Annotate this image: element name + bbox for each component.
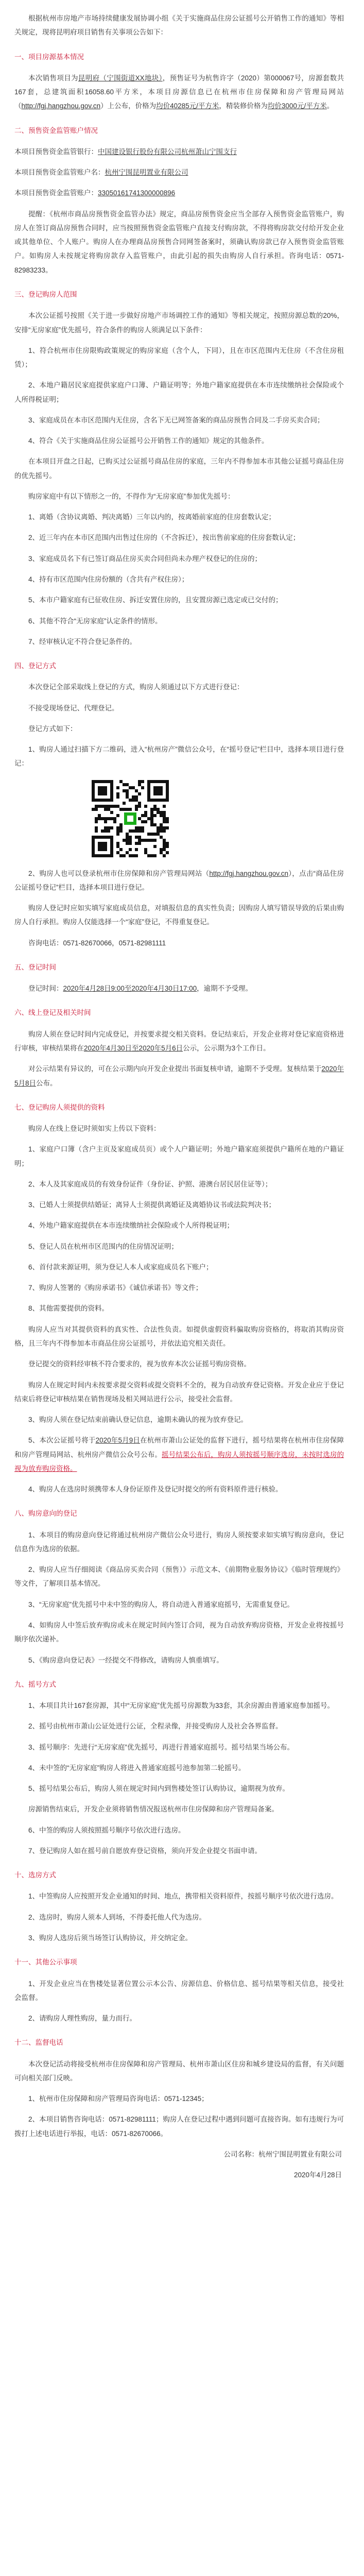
lottery-item: 3、摇号顺序：先进行“无房家庭”优先摇号，再进行普通家庭摇号。摇号结果当场公布。 [28,1743,294,1751]
section-4-title: 四、登记方式 [14,662,56,670]
company-signature: 公司名称：杭州宁围昆明置业有限公司 [223,2150,342,2158]
review-appeal: 对公示结果有异议的，可在公示期内向开发企业提出书面复核申请，逾期不予受理。复核结果于2020年5月8日公布。 [14,1065,344,1087]
documents-item: 8、其他需要提供的资料。 [28,1304,109,1313]
website-link[interactable]: http://fgj.hangzhou.gov.cn [21,102,101,110]
lottery-item: 5、摇号结果公布后，购房人须在规定时间内到售楼处签订认购协议，逾期视为放弃。 [28,1785,290,1793]
supervision-bank: 本项目预售资金监管银行：中国建设银行股份有限公司杭州萧山宁围支行 [14,147,237,156]
registration-method-wechat: 1、购房人通过扫描下方二维码，进入“杭州房产”微信公众号，在“摇号登记”栏目中，选择本项目进行登记： [14,745,344,768]
section-8-title: 八、购房意向的登记 [14,1510,77,1518]
supervision-item: 1、杭州市住房保障和房产管理局咨询电话：0571-12345； [28,2095,209,2103]
section-7-title: 七、登记购房人须提供的资料 [14,1103,105,1111]
exclusion-item: 5、本市户籍家庭有已征收住房、拆迁安置住房的，且安置房源已选定或已交付的； [28,596,283,604]
documents-note: 登记提交的资料经审核不符合要求的，视为放弃本次公证摇号购房资格。 [28,1360,251,1368]
section-1-paragraph: 本次销售项目为昆明府（宁围街道XX地块），预售证号为杭售许字（2020）第000067号，房源套数共167套，总建筑面积16058.60平方米，本项目房源信息已在杭州市住房保障和房产管理局网站（http://fgj.hangzhou.gov.cn）上公布，价格为均价40285元/平方米，精装修价格为均价3000元/平方米。 [14,74,344,110]
registration-phone: 咨询电话：0571-82670066，0571-82981111 [28,939,166,947]
lottery-item: 6、中签的购房人须按照摇号顺序号依次进行选房。 [28,1826,185,1834]
section-2-title: 二、预售资金监管账户情况 [14,126,98,134]
documents-item: 2、本人及其家庭成员的有效身份证件（身份证、护照、港澳台居民居住证等）； [28,1180,272,1188]
documents-note: 购房人在规定时间内未按要求提交资料或提交资料不全的，视为自动放弃登记资格。开发企业应于登记结束后将登记审核结果在销售现场及相关网站进行公示，接受社会监督。 [14,1381,344,1403]
registration-method-lead: 登记方式如下： [28,724,77,733]
registration-method-web: 2、购房人也可以登录杭州市住房保障和房产管理局网站（http://fgj.hangzhou.gov.cn），点击“商品住房公证摇号登记”栏目，选择本项目进行登记。 [14,869,344,891]
intention-item: 4、如购房人中签后放弃购房或未在规定时间内签订合同，视为自动放弃购房资格，开发企业将按摇号顺序依次递补。 [14,1621,344,1643]
documents-note: 3、购房人须在登记结束前确认登记信息，逾期未确认的视为放弃登记。 [28,1416,248,1424]
project-name: 昆明府（宁围街道XX地块） [78,74,163,82]
announcement-date: 2020年4月28日 [293,2171,342,2179]
lottery-item: 4、未中签的“无房家庭”购房人将进入普通家庭摇号池参加第二轮摇号。 [28,1764,246,1772]
supervision-item: 2、本项目销售咨询电话：0571-82981111；购房人在登记过程中遇到问题可直接咨询。如有违规行为可拨打上述电话进行举报，电话：0571-82670066。 [14,2115,344,2138]
section-6-title: 六、线上登记及相关时间 [14,1009,91,1017]
eligibility-item: 4、符合《关于实施商品住房公证摇号公开销售工作的通知》规定的其他条件。 [28,437,269,445]
registration-website-link[interactable]: http://fgj.hangzhou.gov.cn [209,869,289,877]
announcement-document [14,11,344,2189]
lottery-date-notice: 5、本次公证摇号将于2020年5月9日在杭州市萧山公证处的监督下进行，摇号结果将在杭州市住房保障和房产管理局网站、杭州房产微信公众号公布。摇号结果公布后，购房人须按摇号顺序选房，未按时选房的视为放弃购房资格。 [14,1436,344,1472]
documents-note: 4、购房人在选房时须携带本人身份证原件及登记时提交的所有资料原件进行核验。 [28,1485,283,1494]
section-5-title: 五、登记时间 [14,963,56,971]
eligibility-note: 在本项目开盘之日起，已购买过公证摇号商品住房的家庭，三年内不得参加本市其他公证摇号商品住房的优先摇号。 [14,457,344,480]
registration-method-intro: 本次登记全部采取线上登记的方式，购房人须通过以下方式进行登记： [28,683,244,691]
eligibility-intro: 本次公证摇号按照《关于进一步做好房地产市场调控工作的通知》等相关规定，按照房源总数的20%，安排“无房家庭”优先摇号，符合条件的购房人须满足以下条件： [14,312,344,334]
exclusion-item: 6、其他不符合“无房家庭”认定条件的情形。 [28,617,162,625]
documents-item: 3、已婚人士须提供结婚证；离异人士须提供离婚证及离婚协议书或法院判决书； [28,1201,276,1209]
registration-method-note: 不接受现场登记、代理登记。 [28,704,119,712]
exclusion-item: 4、持有市区范围内住房份额的（含共有产权住房）； [28,575,189,583]
intention-item: 1、本项目的购房意向登记将通过杭州房产微信公众号进行，购房人须按要求如实填写购房意向，登记信息作为选房的依据。 [14,1531,344,1553]
eligibility-item: 2、本地户籍居民家庭提供家庭户口簿、户籍证明等；外地户籍家庭提供在本市连续缴纳社会保险或个人所得税证明； [14,381,344,403]
documents-item: 5、登记人员在杭州市区范围内的住房情况证明； [28,1242,179,1250]
lottery-item: 房源销售结束后，开发企业须将销售情况报送杭州市住房保障和房产管理局备案。 [28,1805,279,1814]
section-12-title: 十二、监督电话 [14,2039,63,2047]
selection-item: 2、选房时，购房人须本人到场，不得委托他人代为选房。 [28,1913,206,1921]
lottery-item: 7、登记购房人如在摇号前自愿放弃登记资格，须向开发企业提交书面申请。 [28,1846,262,1855]
intention-item: 3、“无房家庭”优先摇号中未中签的购房人，将自动进入普通家庭摇号，无需重复登记。 [28,1600,294,1608]
lottery-item: 2、摇号由杭州市萧山公证处进行公证，全程录像，并接受购房人及社会各界监督。 [28,1722,283,1731]
exclusion-item: 7、经审核认定不符合登记条件的。 [28,637,137,646]
fitout-price-value: 均价3000元/平方米 [267,102,327,110]
documents-item: 1、家庭户口簿（含户主页及家庭成员页）或个人户籍证明；外地户籍家庭须提供户籍所在地的户籍证明； [14,1145,344,1167]
selection-item: 1、中签购房人应按照开发企业通知的时间、地点，携带相关资料原件，按摇号顺序号依次进行选房。 [28,1892,338,1901]
documents-item: 7、购房人签署的《购房承诺书》《诚信承诺书》等文件； [28,1284,203,1292]
publicity-item: 1、开发企业应当在售楼处显著位置公示本公告、房源信息、价格信息、摇号结果等相关信息，接受社会监督。 [14,1979,344,2002]
exclusion-item: 1、离婚（含协议离婚、判决离婚）三年以内的，按离婚前家庭的住房套数认定； [28,513,276,521]
documents-intro: 购房人在线上登记时须如实上传以下资料： [28,1125,161,1133]
intention-item: 2、购房人应当仔细阅读《商品房买卖合同（预售）》示范文本、《前期物业服务协议》《临时管理规约》等文件，了解项目基本情况。 [14,1566,344,1588]
supervision-account-number: 本项目预售资金监管账户：33050161741300000896 [14,189,176,197]
supervision-item: 本次登记活动将接受杭州市住房保障和房产管理局、杭州市萧山区住房和城乡建设局的监督，有关问题可向相关部门反映。 [14,2060,344,2082]
documents-item: 4、外地户籍家庭提供在本市连续缴纳社会保险或个人所得税证明； [28,1222,234,1230]
documents-item: 6、首付款来源证明，须为登记人本人或家庭成员名下账户； [28,1263,213,1271]
section-9-title: 九、摇号方式 [14,1680,56,1688]
publicity-item: 2、请购房人理性购房，量力而行。 [28,2014,137,2023]
wechat-qr-code-icon[interactable] [92,780,169,857]
lottery-highlight: 摇号结果公布后，购房人须按摇号顺序选房，未按时选房的视为放弃购房资格。 [14,1450,344,1472]
exclusion-intro: 购房家庭中有以下情形之一的，不得作为“无房家庭”参加优先摇号： [28,492,235,500]
intention-item: 5、《购房意向登记表》一经提交不得修改，请购房人慎重填写。 [28,1656,223,1664]
section-10-title: 十、选房方式 [14,1871,56,1879]
review-publicity: 购房人须在登记时间内完成登记，并按要求提交相关资料。登记结束后，开发企业将对登记家庭资格进行审核，审核结果将在2020年4月30日至2020年5月6日公示，公示期为3个工作日。 [14,1030,344,1053]
lottery-item: 1、本项目共计167套房源，其中“无房家庭”优先摇号房源数为33套，其余房源由普通家庭参加摇号。 [28,1702,335,1710]
registration-time-range: 2020年4月28日9:00至2020年4月30日17:00 [63,985,197,993]
eligibility-item: 3、家庭成员在本市区范围内无住房，含名下无已网签备案的商品房预售合同及二手房买卖合同； [28,416,324,424]
section-3-title: 三、登记购房人范围 [14,290,77,298]
supervision-account-name: 本项目预售资金监管账户名：杭州宁围昆明置业有限公司 [14,168,188,177]
exclusion-item: 3、家庭成员名下有已签订商品住房买卖合同但尚未办理产权登记的住房的； [28,554,262,563]
section-11-title: 十一、其他公示事项 [14,1958,77,1967]
section-1-title: 一、项目房源基本情况 [14,53,84,61]
registration-responsibility: 购房人登记时应如实填写家庭成员信息，对填报信息的真实性负责；因购房人填写错误导致的后果由购房人自行承担。购房人仅能选择一个“家庭”登记，不得重复登记。 [14,904,344,926]
price-value: 均价40285元/平方米 [156,102,219,110]
selection-item: 3、购房人选房后须当场签订认购协议，并交纳定金。 [28,1934,193,1942]
supervision-notice: 提醒：《杭州市商品房预售资金监管办法》规定，商品房预售资金应当全部存入预售资金监管账户，购房人在签订商品房预售合同时，应当按照预售资金监管账户直接支付购房款，不得将购房款交付给开发企业或其他单位、个人账户。购房人在办理商品房预售合同网签备案时，须确认购房款已存入预售资金监管账户。如购房人未按规定将购房款存入监管账户，由此引起的损失由购房人自行承担。咨询电话：0571-82983233。 [14,210,344,274]
intro-paragraph: 根据杭州市房地产市场持续健康发展协调小组《关于实施商品住房公证摇号公开销售工作的通知》等相关规定，现将昆明府项目销售有关事项公告如下： [14,14,344,37]
exclusion-item: 2、近三年内在本市区范围内出售过住房的（不含拆迁），按出售前家庭的住房套数认定； [28,534,300,542]
registration-time: 登记时间：2020年4月28日9:00至2020年4月30日17:00，逾期不予受理。 [28,985,253,993]
documents-warning: 购房人应当对其提供资料的真实性、合法性负责。如提供虚假资料骗取购房资格的，将取消其购房资格，且三年内不得参加本市商品住房公证摇号，并依法追究相关责任。 [14,1325,344,1347]
eligibility-item: 1、符合杭州市住房限购政策规定的购房家庭（含个人，下同），且在市区范围内无住房（不含住房租赁）； [14,346,344,369]
